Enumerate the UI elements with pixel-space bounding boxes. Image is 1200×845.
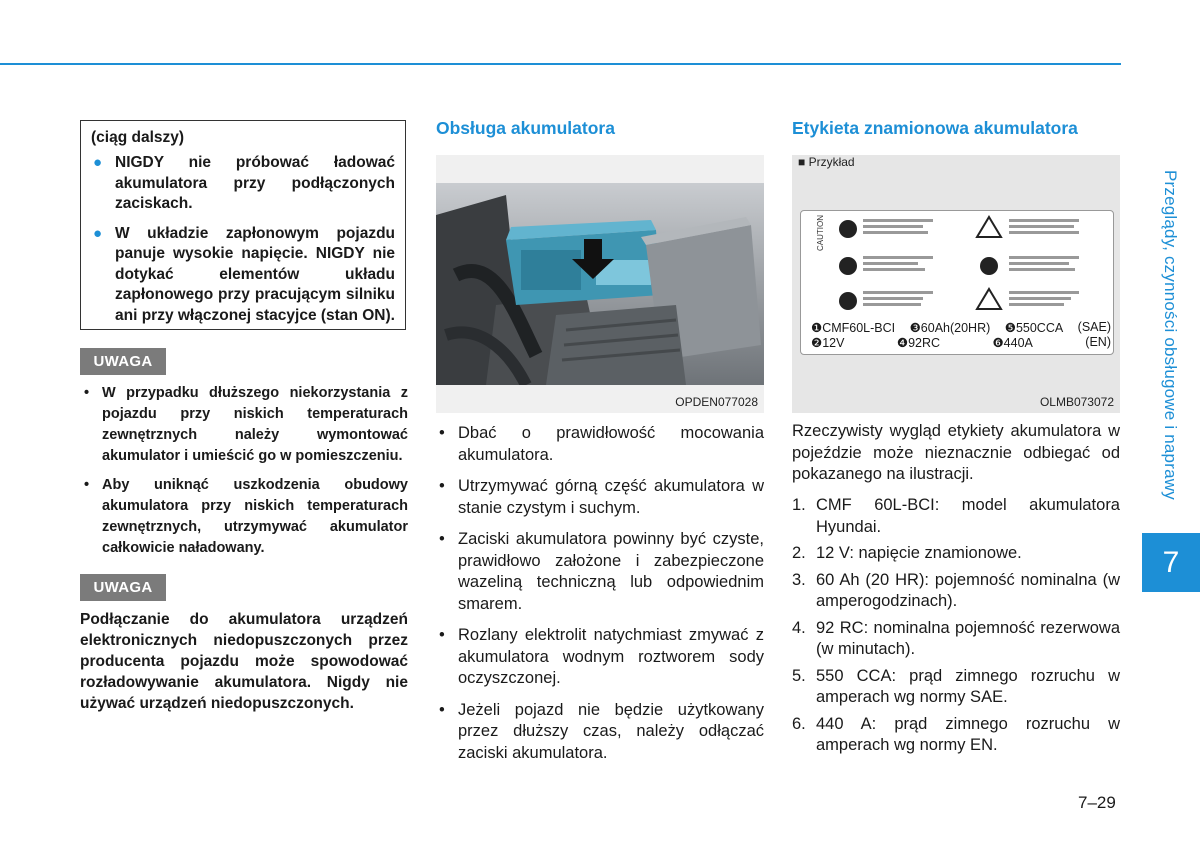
chapter-tab: 7 [1142, 533, 1200, 592]
page-number: 7–29 [1078, 793, 1116, 812]
list-item: • Utrzymywać górną część akumulatora w stanie czystym i suchym. [439, 477, 764, 517]
engine-bay-image [436, 155, 764, 413]
list-item: ● NIGDY nie próbować ładować akumulatora przy podłączonych zaciskach. [93, 154, 395, 212]
label-row-1: ❶CMF60L-BCI ❸60Ah(20HR) ❺550CCA (SAE) [811, 320, 1111, 335]
list-item: • Aby uniknąć uszkodzenia obudowy akumulatora przy niskich temperaturach zewnętrznych, utrzymywać akumulator całkowicie naładowany. [84, 477, 408, 556]
example-tag: ■ Przykład [798, 155, 855, 169]
battery-label-card [800, 210, 1114, 355]
section-title-text: Przeglądy, czynności obsługowe i naprawy [1161, 170, 1180, 500]
list-item: 1. CMF 60L-BCI: model akumulatora Hyundai. [792, 496, 1120, 536]
section-heading: Obsługa akumulatora [436, 118, 615, 138]
bullet-icon: • [439, 477, 445, 495]
engine-illustration [436, 155, 764, 413]
bullet-icon: • [439, 424, 445, 442]
list-item: 6. 440 A: prąd zimnego rozruchu w amperach wg normy EN. [792, 714, 1120, 754]
list-item: ● W układzie zapłonowym pojazdu panuje wysokie napięcie. NIGDY nie dotykać elementów układu zapłonowego przy pracującym silniku ani przy włączonej stacyjce (stan ON). [93, 224, 395, 324]
bullet-icon: • [439, 530, 445, 548]
list-item: 5. 550 CCA: prąd zimnego rozruchu w amperach wg normy SAE. [792, 666, 1120, 706]
list-item: • Zaciski akumulatora powinny być czyste, prawidłowo założone i zabezpieczone wazeliną techniczną lub odpowiednim smarem. [439, 530, 764, 613]
list-item: 4. 92 RC: nominalna pojemność rezerwowa (w minutach). [792, 618, 1120, 658]
list-item: • Jeżeli pojazd nie będzie użytkowany przez dłuższy czas, należy odłączać zaciski akumulatora. [439, 700, 764, 762]
image-caption: OPDEN077028 [675, 395, 758, 409]
notice-paragraph: Podłączanie do akumulatora urządzeń elektronicznych niedopuszczonych przez producenta pojazdu może spowodować rozładowywanie akumulatora. Nigdy nie używać urządzeń niedopuszczonych. [80, 611, 408, 712]
svg-text:CAUTION: CAUTION [816, 215, 825, 251]
continued-list [91, 153, 395, 326]
bullet-icon: ● [93, 154, 103, 171]
battery-label-image [792, 155, 1120, 413]
bullet-icon: ● [93, 224, 103, 242]
section-heading: Etykieta znamionowa akumulatora [792, 118, 1078, 138]
notice-list [80, 383, 408, 567]
label-intro: Rzeczywisty wygląd etykiety akumulatora w pojeździe może nieznacznie odbiegać od pokazanego na ilustracji. [792, 422, 1120, 483]
list-item: 3. 60 Ah (20 HR): pojemność nominalna (w amperogodzinach). [792, 570, 1120, 610]
list-item: • Rozlany elektrolit natychmiast zmywać z akumulatora wodnym roztworem sody oczyszczonej. [439, 626, 764, 687]
bullet-icon: • [439, 626, 445, 644]
bullet-icon: • [439, 700, 445, 719]
section-title-vertical [1152, 170, 1182, 520]
bullet-icon: • [84, 477, 90, 493]
header-rule [0, 63, 1121, 65]
list-item: 2. 12 V: napięcie znamionowe. [792, 544, 1022, 562]
label-row-2: ❷12V ❹92RC ❻440A (EN) [811, 335, 1111, 350]
list-item: • Dbać o prawidłowość mocowania akumulatora. [439, 424, 764, 464]
label-explanation-list [792, 495, 1120, 762]
list-item: • W przypadku dłuższego niekorzystania z pojazdu przy niskich temperaturach zewnętrznych należy wymontować akumulator i umieścić go w pomieszczeniu. [84, 385, 408, 464]
continued-warning-box [80, 120, 406, 330]
maintenance-list [436, 423, 764, 774]
notice-badge: UWAGA [80, 574, 166, 601]
notice-badge: UWAGA [80, 348, 166, 375]
bullet-icon: • [84, 385, 90, 401]
image-caption: OLMB073072 [1039, 395, 1114, 409]
continued-title: (ciąg dalszy) [91, 129, 185, 146]
